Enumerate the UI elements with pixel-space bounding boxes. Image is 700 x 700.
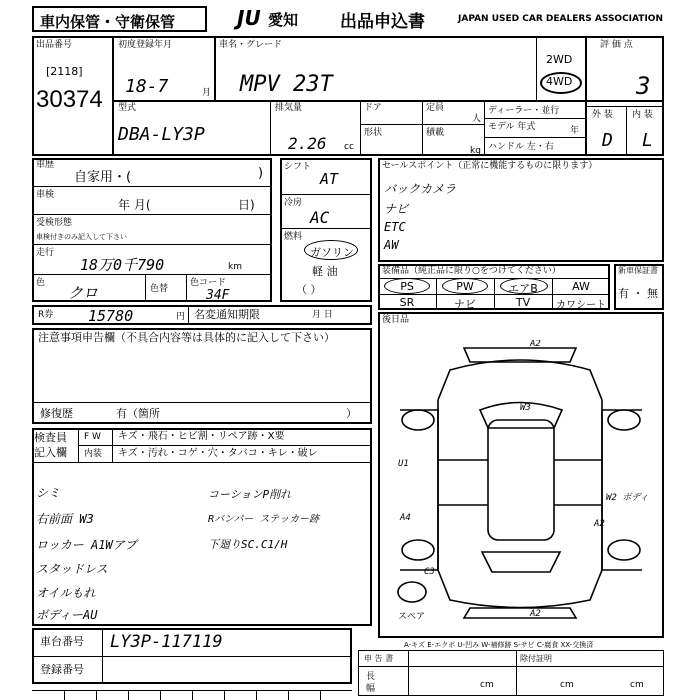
- r-label: R券: [38, 310, 54, 320]
- equip-label: 装備品（純正品に限り○をつけてください）: [382, 266, 561, 276]
- car-damage-diagram: [380, 340, 662, 620]
- seats-unit: 人: [472, 114, 482, 124]
- repair-close: ）: [346, 407, 357, 420]
- drive-circle: [540, 72, 582, 94]
- exterior-value: D: [602, 130, 613, 151]
- fw-label: F W: [84, 432, 101, 442]
- note-right-3: 下廻りSC.C1/H: [208, 538, 288, 551]
- interior-check-label: 内装: [84, 449, 103, 459]
- notice-label: 名変通知期限: [194, 308, 260, 321]
- cert-block: [358, 650, 664, 696]
- storage-title-box: [32, 6, 207, 32]
- association-name: JAPAN USED CAR DEALERS ASSOCIATION: [458, 14, 663, 24]
- guarantee-value: 有 ・ 無: [618, 287, 658, 300]
- repair-value: 有（箇所: [116, 407, 160, 420]
- history-block: [32, 158, 272, 302]
- inspection-label: 車検: [36, 190, 55, 200]
- inspector-cert-label: 申 告 書: [364, 654, 394, 663]
- chassis-label: 車台番号: [40, 635, 84, 648]
- mark-right-door: A2: [594, 519, 605, 529]
- mark-left: U1: [398, 459, 409, 469]
- note-right-2: Rバンパー ステッカー跡: [208, 514, 320, 525]
- history-value: 自家用・(: [74, 170, 132, 185]
- ac-value: AC: [310, 208, 330, 227]
- equip-tv: TV: [515, 296, 531, 309]
- mileage-label: 走行: [36, 248, 55, 258]
- mark-right: W2 ボディ: [606, 493, 649, 503]
- mark-left-door: A4: [400, 513, 411, 523]
- model-label: 型式: [118, 103, 137, 113]
- shift-value: AT: [320, 170, 339, 188]
- exterior-label: 外 装: [592, 110, 613, 120]
- disp-label: 排気量: [275, 103, 303, 113]
- damage-legend: A-キズ E-エクボ U-凹み W-補修跡 S-サビ C-腐食 XX-交換済: [404, 641, 594, 649]
- equip-sr: SR: [399, 296, 415, 309]
- equip-airbag-circle: [500, 278, 548, 294]
- mileage-unit: km: [228, 262, 242, 272]
- cm-3: cm: [630, 680, 644, 690]
- mark-hood: W3: [520, 403, 531, 413]
- guarantee-label: 新車保証書: [618, 266, 658, 275]
- shape-label: 形状: [364, 128, 383, 138]
- post-label: 後日品: [382, 315, 410, 325]
- form-label: 受検形態: [36, 218, 73, 228]
- note-5: オイルもれ: [36, 586, 96, 600]
- size-long: 長: [366, 672, 376, 682]
- sales-item-4: AW: [384, 238, 399, 252]
- interior-label: 内 装: [632, 110, 653, 120]
- rating-label: 評 価 点: [600, 40, 633, 50]
- storage-title: 車内保管・守衛保管: [40, 13, 176, 31]
- model-year-unit: 年: [570, 126, 580, 136]
- equip-seat: カワシート: [556, 300, 606, 311]
- note-4: スタッドレス: [36, 562, 108, 576]
- color-code-value: 34F: [206, 288, 230, 303]
- sales-block: [378, 158, 664, 262]
- r-unit: 円: [176, 312, 186, 322]
- sales-item-3: ETC: [384, 220, 406, 234]
- equip-ps-circle: [384, 278, 430, 294]
- dealer-label: ディーラー・並行: [488, 106, 560, 116]
- note-6: ボディーAU: [36, 608, 98, 622]
- size-wide: 幅: [366, 684, 376, 694]
- color-change-label: 色替: [150, 284, 169, 294]
- color-code-label: 色コード: [190, 278, 227, 288]
- fuel-paren: （ ）: [296, 283, 322, 296]
- color-value: クロ: [68, 284, 99, 302]
- equip-pw-circle: [442, 278, 488, 294]
- mark-front: A2: [530, 340, 541, 349]
- load-unit: kg: [470, 146, 481, 156]
- interior-items: キズ・汚れ・コゲ・穴・タバコ・キレ・破レ: [118, 448, 318, 459]
- disp-unit: cc: [344, 142, 354, 152]
- lot-label: 出品番号: [36, 40, 73, 50]
- history-close: ): [258, 166, 264, 181]
- fuel-label: 燃料: [284, 232, 303, 242]
- reg-value: 18-7: [125, 76, 169, 97]
- fuel-diesel: 軽 油: [312, 265, 338, 278]
- equip-ps: PS: [400, 280, 414, 293]
- repair-label: 修復歴: [40, 407, 73, 420]
- sales-item-1: バックカメラ: [384, 182, 457, 196]
- sales-label: セールスポイント（正常に機能するものに限ります）: [382, 161, 598, 171]
- mark-rear: A2: [530, 609, 541, 619]
- history-label: 車歴: [36, 160, 55, 170]
- equip-navi: ナビ: [454, 298, 476, 311]
- drive-2wd: 2WD: [546, 53, 573, 66]
- ju-logo: JU: [237, 6, 261, 30]
- name-value: MPV 23T: [240, 72, 333, 97]
- note-1: シミ: [36, 486, 61, 500]
- note-right-1: コーションP削れ: [208, 488, 292, 501]
- name-label: 車名・グレード: [219, 40, 283, 50]
- interior-value: L: [642, 130, 653, 151]
- door-label: ドア: [364, 103, 382, 113]
- document-title: 出品申込書: [340, 12, 425, 32]
- model-value: DBA-LY3P: [118, 124, 205, 145]
- load-label: 積載: [426, 128, 445, 138]
- color-label: 色: [36, 278, 46, 288]
- cm-2: cm: [560, 680, 574, 690]
- seats-label: 定員: [426, 103, 445, 113]
- mark-left-rear: C3: [424, 567, 435, 577]
- fw-items: キズ・飛石・ヒビ割・リペア跡・X要: [118, 431, 285, 442]
- handle-label: ハンドル 左・右: [488, 142, 554, 152]
- rating-value: 3: [636, 72, 651, 100]
- equip-aw: AW: [572, 280, 590, 293]
- note-2: 右前面 W3: [36, 512, 94, 526]
- spare-label: スペア: [398, 612, 426, 622]
- regnum-label: 登録番号: [40, 663, 84, 676]
- lot-number: 30374: [36, 86, 103, 113]
- remarks-label: 注意事項申告欄（不具合内容等は具体的に記入して下さい）: [38, 331, 335, 344]
- model-year-label: モデル 年式: [488, 122, 536, 132]
- fuel-value: ガソリン: [310, 246, 354, 259]
- reg-label: 初度登録年月: [118, 40, 173, 50]
- equip-airbag: エアB: [508, 282, 538, 295]
- equip-pw: PW: [456, 280, 474, 293]
- org-name: 愛知: [268, 11, 299, 29]
- sales-item-2: ナビ: [384, 202, 409, 216]
- inspection-value: 年 月(: [118, 198, 151, 212]
- cm-1: cm: [480, 680, 494, 690]
- notice-value: 月 日: [312, 310, 333, 320]
- drive-4wd: 4WD: [546, 75, 573, 88]
- mileage-value: 18万0千790: [80, 256, 165, 274]
- ac-label: 冷房: [284, 198, 303, 208]
- fuel-circle: [304, 240, 358, 260]
- cert-label: 除付証明: [520, 654, 552, 663]
- shift-label: シフト: [284, 162, 312, 172]
- entry-label: 記入欄: [34, 446, 67, 459]
- inspection-day: 日): [238, 198, 255, 212]
- lot-sub: [2118]: [46, 65, 83, 78]
- note-3: ロッカー A1Wアブ: [36, 538, 137, 552]
- r-value: 15780: [88, 307, 134, 325]
- chassis-value: LY3P-117119: [110, 632, 223, 652]
- disp-value: 2.26: [288, 134, 327, 153]
- inspector-label: 検査員: [34, 431, 67, 444]
- reg-month: 月: [202, 88, 212, 98]
- form-note: 車検付きのみ記入して下さい: [36, 233, 127, 241]
